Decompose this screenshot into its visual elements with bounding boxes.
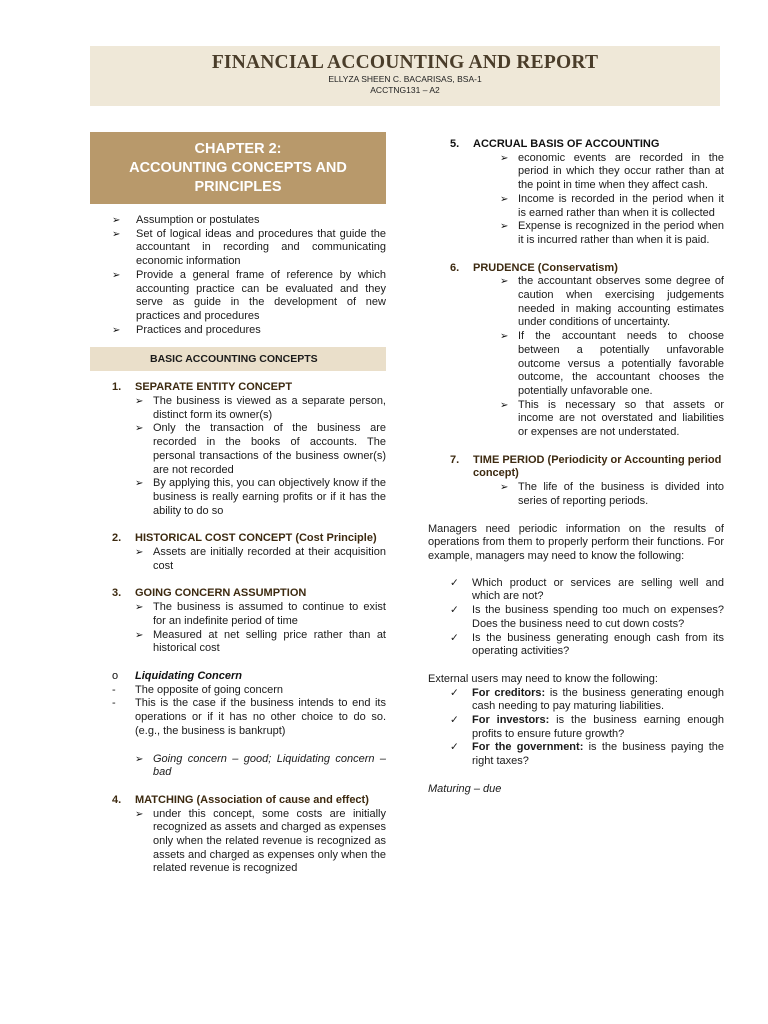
list-item [450,687,724,714]
section-number: 2. [112,532,122,545]
section-number: 4. [112,793,122,806]
list-item: ➢ The business is assumed to continue to exist for an indefinite period of time [135,601,386,628]
section-items [135,546,386,573]
managers-questions [450,577,724,659]
list-item [450,714,724,741]
list-item: ➢ Income is recorded in the period when it is earned rather than when it is collected [500,193,724,220]
section-separate-entity [90,381,386,518]
note-item: ➢ Going concern – good; Liquidating concern – bad [135,753,386,780]
section-accrual-basis [428,138,724,248]
list-item: ➢ economic events are recorded in the period in which they occur rather than at the point in time when they affect cash. [500,152,724,193]
author-line: ELLYZA SHEEN C. BACARISAS, BSA-1 [328,74,482,84]
section-number: 7. [450,453,460,466]
managers-paragraph: Managers need periodic information on the results of operations from them to properly perform their functions. For example, managers may need to know the following: [428,522,724,562]
list-item: - This is the case if the business intends to end its operations or if it has no other choice to do so. (e.g., the business is bankrupt) [90,697,386,738]
item-label: For investors: [472,714,550,727]
section-title: TIME PERIOD (Periodicity or Accounting period concept) [473,453,722,480]
item-label: For the government: [472,741,584,754]
list-item: ✓ Which product or services are selling well and which are not? [450,577,724,604]
list-item: ➢ If the accountant needs to choose between a potentially unfavorable outcome versus a potentially favorable outcome, the accountant chooses the potentially unfavorable one. [500,330,724,399]
section-items [90,684,386,739]
section-number: 3. [112,587,122,600]
list-item: ➢ Only the transaction of the business are recorded in the books of accounts. The personal transactions of the business owner(s) are not recorded [135,422,386,477]
section-prudence [428,262,724,440]
list-item: ➢ By applying this, you can objectively know if the business is really earning profits or if it has the ability to do so [135,477,386,518]
section-items [135,601,386,656]
external-list [450,687,724,769]
section-time-period [428,454,724,509]
section-heading [428,138,724,152]
document-title: FINANCIAL ACCOUNTING AND REPORT [211,52,599,73]
list-item: ➢ Expense is recognized in the period when it is incurred rather than when it is paid. [500,220,724,247]
list-item: ➢ The life of the business is divided into series of reporting periods. [500,481,724,508]
item-text: is the business paying the right taxes? [472,741,725,768]
list-item: ➢ Measured at net selling price rather than at historical cost [135,629,386,656]
item-text: is the business earning enough profits to ensure future growth? [472,714,724,740]
section-heading [428,454,724,481]
section-items [135,395,386,518]
list-item: ➢ The business is viewed as a separate person, distinct form its owner(s) [135,395,386,422]
list-item: ➢ Assets are initially recorded at their acquisition cost [135,546,386,573]
external-paragraph: External users may need to know the following: [428,672,658,685]
section-matching [90,794,386,876]
section-title: SEPARATE ENTITY CONCEPT [135,381,293,394]
section-title: Liquidating Concern [135,669,242,682]
list-item: ✓ Is the business spending too much on expenses? Does the business need to cut down costs? [450,604,724,631]
section-number: 6. [450,261,460,274]
section-liquidating-concern [90,670,386,780]
section-items [500,481,724,508]
list-item: ✓ Is the business generating enough cash from its operating activities? [450,632,724,659]
section-title: GOING CONCERN ASSUMPTION [135,587,307,600]
section-heading [90,381,386,395]
chapter-number: CHAPTER 2: [194,141,282,157]
bullet-marker: o [112,669,119,682]
course-line: ACCTNG131 – A2 [370,85,440,95]
section-heading [428,262,724,276]
intro-item: ➢ Set of logical ideas and procedures that guide the accountant in recording and communicating economic information [90,228,386,269]
section-number: 1. [112,381,122,394]
section-title: PRUDENCE (Conservatism) [473,261,618,274]
list-item: - The opposite of going concern [90,684,386,698]
basic-concepts-banner: BASIC ACCOUNTING CONCEPTS [90,347,386,371]
intro-item: ➢ Provide a general frame of reference by which accounting practice can be evaluated and they serve as guide in the development of new practices and procedures [90,269,386,324]
intro-item: ➢ Assumption or postulates [90,214,386,228]
maturing-note: Maturing – due [428,782,502,795]
section-heading [90,670,386,684]
section-going-concern [90,587,386,656]
section-title: ACCRUAL BASIS OF ACCOUNTING [473,138,660,150]
section-heading [90,794,386,808]
chapter-title-line-2: PRINCIPLES [194,179,282,195]
item-label: For creditors: [472,686,546,699]
section-items [500,275,724,439]
list-item: ➢ the accountant observes some degree of caution when exercising judgements needed in making accounting estimates under conditions of uncertainty. [500,275,724,330]
section-heading [90,532,386,546]
item-text: is the business generating enough cash needing to pay maturing liabilities. [472,686,724,713]
section-items [135,808,386,877]
right-column [428,138,724,797]
left-column [90,132,386,876]
section-items [500,152,724,248]
section-title: HISTORICAL COST CONCEPT (Cost Principle) [135,532,377,545]
section-historical-cost [90,532,386,573]
list-item: ➢ under this concept, some costs are initially recognized as assets and charged as expenses only when the related revenue is recognized as assets and charged as expenses only when the related revenue is recognized [135,808,386,877]
chapter-title-line-1: ACCOUNTING CONCEPTS AND [129,160,347,176]
managers-block [428,523,724,659]
list-item [450,741,724,768]
intro-list [90,214,386,337]
external-users-block [428,673,724,769]
section-title: MATCHING (Association of cause and effect) [135,793,369,806]
section-heading [90,587,386,601]
document-header [90,46,720,106]
chapter-banner [90,132,386,204]
intro-item: ➢ Practices and procedures [90,324,386,338]
note-list [135,753,386,780]
section-number: 5. [450,138,460,150]
list-item: ➢ This is necessary so that assets or income are not overstated and liabilities or expenses are not understated. [500,399,724,440]
